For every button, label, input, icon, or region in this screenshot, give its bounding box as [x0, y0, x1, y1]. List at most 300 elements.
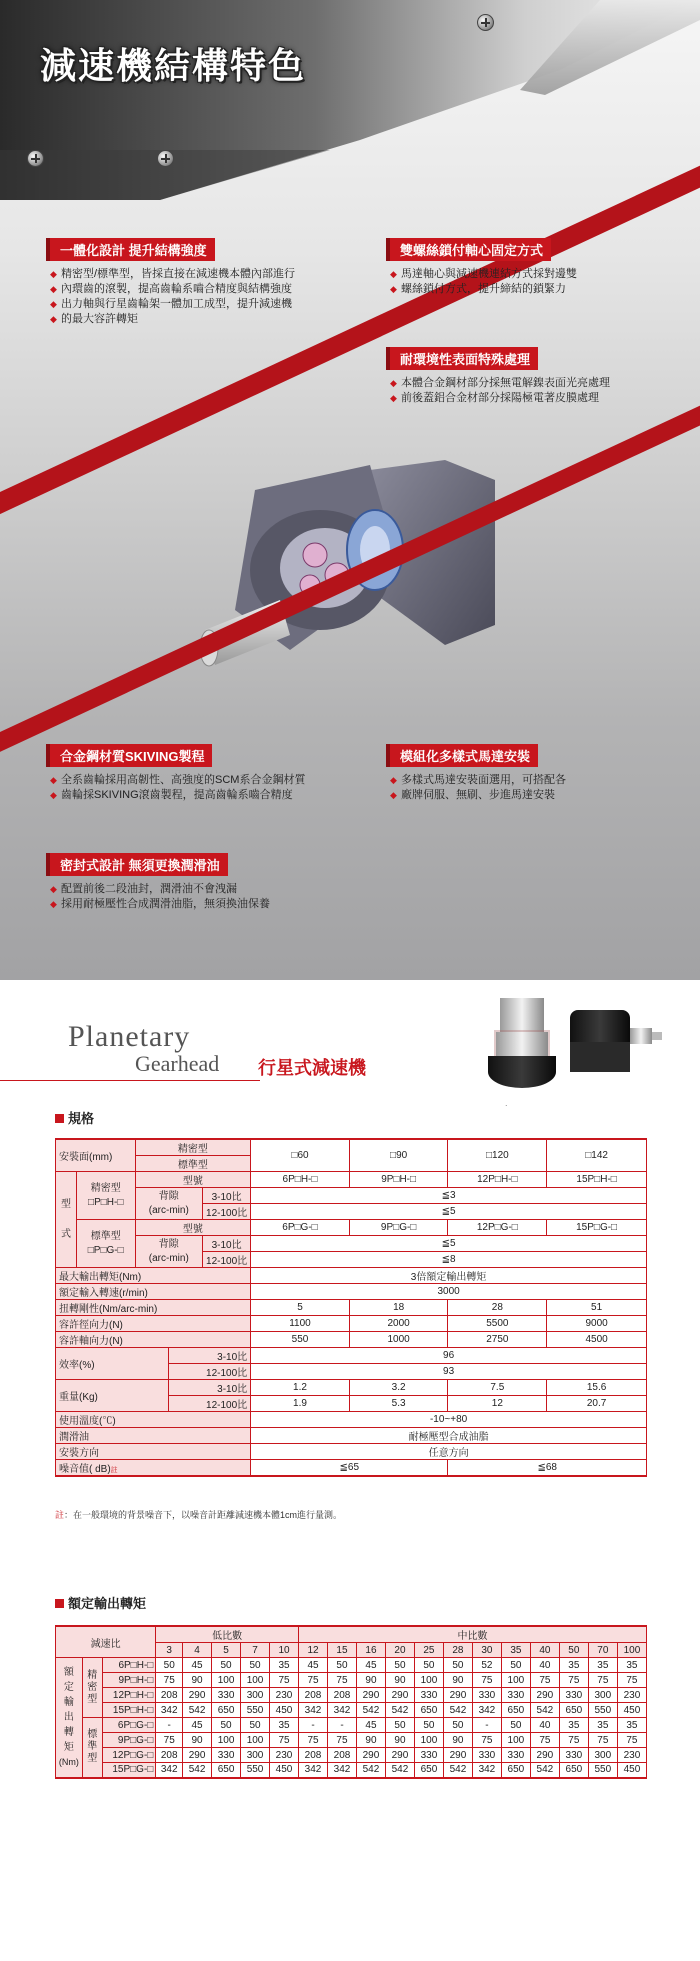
torque-cell: 300 [241, 1748, 270, 1763]
torque-cell: 100 [241, 1733, 270, 1748]
radial-cell: 5500 [448, 1316, 547, 1332]
screw-icon [157, 150, 174, 167]
table-row [56, 1220, 647, 1236]
feature-item: ◆ 前後蓋鋁合金材部分採陽極電著皮膜處理 [390, 391, 690, 406]
feature-title: 合金鋼材質SKIVING製程 [50, 744, 212, 767]
torque-cell: 542 [385, 1763, 414, 1778]
table-row [56, 1460, 647, 1477]
rigidity-cell: 28 [448, 1300, 547, 1316]
torque-cell: 290 [356, 1748, 385, 1763]
torque-cell: 45 [183, 1658, 212, 1673]
ratio-cell: 20 [385, 1643, 414, 1658]
dot-mark: . [505, 1098, 508, 1108]
precision-type-label: 精密型 [90, 1182, 121, 1194]
model-cell: 15P□H-□ [102, 1703, 156, 1718]
table-row [56, 1748, 647, 1763]
feature-item: ◆ 採用耐極壓性合成潤滑油脂，無須換油保養 [50, 897, 370, 912]
torque-cell: 100 [501, 1733, 530, 1748]
torque-cell: 290 [183, 1748, 212, 1763]
torque-cell: 50 [385, 1658, 414, 1673]
torque-cell: 550 [588, 1763, 617, 1778]
torque-cell: 75 [472, 1733, 501, 1748]
torque-cell: 40 [530, 1658, 559, 1673]
torque-cell: 330 [414, 1688, 443, 1703]
torque-cell: 450 [617, 1703, 646, 1718]
torque-cell: 330 [212, 1748, 241, 1763]
table-row [56, 1673, 647, 1688]
torque-cell: 290 [385, 1688, 414, 1703]
decorative-band [0, 380, 700, 777]
ratio-low-label: 3-10比 [169, 1380, 251, 1396]
torque-cell: 542 [183, 1703, 212, 1718]
torque-cell: 290 [356, 1688, 385, 1703]
torque-section-title: 額定輸出轉矩 [55, 1593, 146, 1612]
model-cell: 9P□H-□ [349, 1172, 448, 1188]
torque-cell: 542 [530, 1703, 559, 1718]
ratio-low-label: 3-10比 [203, 1236, 251, 1252]
ratio-cell: 7 [241, 1643, 270, 1658]
ratio-low-label: 3-10比 [169, 1348, 251, 1364]
group-char: 精 [87, 1669, 98, 1681]
torque-cell: 45 [183, 1718, 212, 1733]
max-torque-value: 3倍額定輸出轉矩 [251, 1268, 647, 1284]
backlash-label [135, 1236, 203, 1268]
feature-list [390, 267, 680, 297]
torque-cell: 50 [414, 1658, 443, 1673]
torque-cell: 330 [472, 1688, 501, 1703]
table-row [56, 1658, 647, 1673]
ratio-cell: 15 [328, 1643, 357, 1658]
feature-title: 模組化多樣式馬達安裝 [390, 744, 538, 767]
torque-cell: 50 [443, 1718, 472, 1733]
feature-integrated [50, 238, 350, 327]
torque-cell: 35 [559, 1718, 588, 1733]
torque-cell: 50 [501, 1718, 530, 1733]
torque-cell: 40 [530, 1718, 559, 1733]
torque-cell: 230 [617, 1688, 646, 1703]
arcmin-text: (arc-min) [148, 1204, 189, 1216]
torque-cell: 542 [443, 1763, 472, 1778]
backlash-label [135, 1188, 203, 1220]
feature-list [390, 773, 680, 803]
axial-cell: 550 [251, 1332, 350, 1348]
torque-cell: 75 [270, 1733, 299, 1748]
table-row [56, 1428, 647, 1444]
table-row [56, 1172, 647, 1188]
table-row [56, 1284, 647, 1300]
label-char: 定 [63, 1681, 74, 1693]
ratio-high-label: 12-100比 [203, 1204, 251, 1220]
torque-cell: 650 [414, 1703, 443, 1718]
torque-cell: 75 [299, 1733, 328, 1748]
torque-cell: 290 [385, 1748, 414, 1763]
low-ratio-header: 低比數 [156, 1626, 299, 1643]
feature-list [50, 267, 350, 327]
torque-cell: 75 [530, 1673, 559, 1688]
mid-ratio-header: 中比數 [299, 1626, 647, 1643]
torque-cell: - [328, 1718, 357, 1733]
weight-cell: 3.2 [349, 1380, 448, 1396]
brand-underline [0, 1080, 260, 1081]
torque-cell: - [156, 1718, 183, 1733]
standard-type [76, 1220, 135, 1268]
feature-item: ◆ 配置前後二段油封，潤滑油不會洩漏 [50, 882, 370, 897]
torque-cell: 100 [241, 1673, 270, 1688]
torque-cell: 208 [328, 1688, 357, 1703]
standard-group [82, 1718, 102, 1778]
torque-cell: 75 [617, 1673, 646, 1688]
torque-cell: 450 [270, 1763, 299, 1778]
standard-type-code: □P□G-□ [87, 1244, 124, 1256]
rated-speed-value: 3000 [251, 1284, 647, 1300]
group-char: 準 [87, 1741, 98, 1753]
torque-cell: 50 [501, 1658, 530, 1673]
torque-cell: 90 [385, 1733, 414, 1748]
torque-cell: 650 [212, 1763, 241, 1778]
table-row [56, 1718, 647, 1733]
footnote-text: ：在一般環境的背景噪音下，以噪音計距離減速機本體1cm進行量測。 [64, 1510, 343, 1520]
torque-cell: 330 [501, 1688, 530, 1703]
feature-surface-treatment [390, 347, 690, 406]
ratio-cell: 35 [501, 1643, 530, 1658]
axial-cell: 1000 [349, 1332, 448, 1348]
torque-cell: 230 [270, 1748, 299, 1763]
feature-item: ◆ 本體合金鋼材部分採無電解鎳表面光亮處理 [390, 376, 690, 391]
ratio-low-label: 3-10比 [203, 1188, 251, 1204]
spec-section-title: 規格 [55, 1108, 94, 1127]
weight-cell: 15.6 [547, 1380, 647, 1396]
precision-label: 精密型 [135, 1139, 251, 1156]
table-row [56, 1380, 647, 1396]
ratio-cell: 10 [270, 1643, 299, 1658]
group-char: 標 [87, 1729, 98, 1741]
feature-item: ◆ 精密型/標準型，皆採直接在減速機本體內部進行 [50, 267, 350, 282]
brand-gearhead: Gearhead [135, 1051, 220, 1076]
torque-cell: 100 [414, 1673, 443, 1688]
torque-cell: 290 [530, 1748, 559, 1763]
lube-value: 耐極壓型合成油脂 [251, 1428, 647, 1444]
model-cell: 6P□H-□ [251, 1172, 350, 1188]
torque-cell: 300 [241, 1688, 270, 1703]
torque-cell: 90 [443, 1733, 472, 1748]
ratio-cell: 12 [299, 1643, 328, 1658]
torque-cell: 342 [472, 1763, 501, 1778]
torque-cell: 50 [241, 1718, 270, 1733]
torque-cell: 90 [356, 1673, 385, 1688]
torque-cell: 230 [617, 1748, 646, 1763]
lube-label: 潤滑油 [56, 1428, 251, 1444]
ratio-cell: 50 [559, 1643, 588, 1658]
type-char: 式 [60, 1228, 71, 1240]
weight-cell: 7.5 [448, 1380, 547, 1396]
torque-cell: 330 [501, 1748, 530, 1763]
rated-speed-label: 額定輸入轉速(r/min) [56, 1284, 251, 1300]
feature-title: 耐環境性表面特殊處理 [390, 347, 538, 370]
table-row [56, 1316, 647, 1332]
torque-cell: 542 [530, 1763, 559, 1778]
weight-cell: 12 [448, 1396, 547, 1412]
torque-cell: 450 [270, 1703, 299, 1718]
weight-cell: 1.2 [251, 1380, 350, 1396]
model-cell: 9P□G-□ [102, 1733, 156, 1748]
ratio-header: 減速比 [56, 1626, 156, 1658]
torque-cell: 542 [385, 1703, 414, 1718]
ratio-cell: 40 [530, 1643, 559, 1658]
spec-table [55, 1138, 647, 1477]
feature-title: 雙螺絲鎖付軸心固定方式 [390, 238, 551, 261]
torque-cell: 450 [617, 1763, 646, 1778]
screw-icon [477, 14, 494, 31]
torque-cell: 650 [501, 1703, 530, 1718]
table-row [56, 1188, 647, 1204]
torque-cell: 35 [588, 1658, 617, 1673]
torque-cell: 330 [472, 1748, 501, 1763]
model-label: 型號 [135, 1220, 251, 1236]
torque-cell: 50 [212, 1718, 241, 1733]
torque-cell: - [299, 1718, 328, 1733]
torque-cell: 75 [270, 1673, 299, 1688]
efficiency-value: 93 [251, 1364, 647, 1380]
torque-cell: 90 [385, 1673, 414, 1688]
ratio-cell: 16 [356, 1643, 385, 1658]
model-cell: 12P□G-□ [102, 1748, 156, 1763]
model-cell: 6P□G-□ [251, 1220, 350, 1236]
torque-cell: 342 [328, 1763, 357, 1778]
feature-list [390, 376, 690, 406]
model-cell: 12P□H-□ [102, 1688, 156, 1703]
torque-cell: 208 [299, 1688, 328, 1703]
temp-label: 使用溫度(℃) [56, 1412, 251, 1428]
torque-cell: 208 [156, 1748, 183, 1763]
torque-cell: 35 [588, 1718, 617, 1733]
torque-cell: 35 [617, 1718, 646, 1733]
torque-table [55, 1625, 647, 1779]
type-label [56, 1172, 77, 1268]
radial-cell: 1100 [251, 1316, 350, 1332]
torque-cell: 50 [212, 1658, 241, 1673]
table-row [56, 1703, 647, 1718]
torque-cell: 650 [559, 1763, 588, 1778]
ratio-cell: 3 [156, 1643, 183, 1658]
backlash-text: 背隙 [158, 1238, 179, 1250]
feature-section [0, 0, 700, 980]
torque-cell: 208 [299, 1748, 328, 1763]
noise-value: ≦68 [448, 1460, 647, 1477]
label-char: 矩 [63, 1741, 74, 1753]
standard-label: 標準型 [135, 1156, 251, 1172]
size-cell: □142 [547, 1139, 647, 1172]
precision-type-code: □P□H-□ [88, 1196, 124, 1208]
ratio-cell: 25 [414, 1643, 443, 1658]
torque-cell: 230 [270, 1688, 299, 1703]
torque-cell: 550 [241, 1763, 270, 1778]
spec-footnote [55, 1508, 342, 1521]
torque-cell: 35 [559, 1658, 588, 1673]
feature-modular-mount [390, 744, 680, 803]
torque-cell: 75 [530, 1733, 559, 1748]
torque-cell: 290 [443, 1748, 472, 1763]
torque-cell: 35 [617, 1658, 646, 1673]
rated-torque-label [56, 1658, 83, 1778]
product-photo [470, 990, 670, 1090]
torque-cell: 290 [443, 1688, 472, 1703]
torque-cell: 35 [270, 1658, 299, 1673]
noise-label [56, 1460, 251, 1477]
ratio-cell: 4 [183, 1643, 212, 1658]
torque-cell: 290 [183, 1688, 212, 1703]
torque-cell: 75 [328, 1733, 357, 1748]
model-cell: 12P□G-□ [448, 1220, 547, 1236]
table-row [56, 1236, 647, 1252]
model-cell: 6P□H-□ [102, 1658, 156, 1673]
precision-type [76, 1172, 135, 1220]
radial-label: 容許徑向力(N) [56, 1316, 251, 1332]
torque-cell: 290 [530, 1688, 559, 1703]
torque-cell: 75 [588, 1673, 617, 1688]
model-cell: 15P□H-□ [547, 1172, 647, 1188]
torque-cell: 75 [617, 1733, 646, 1748]
torque-cell: - [472, 1718, 501, 1733]
torque-cell: 75 [328, 1673, 357, 1688]
model-cell: 9P□G-□ [349, 1220, 448, 1236]
torque-cell: 650 [559, 1703, 588, 1718]
feature-sealed [50, 853, 370, 912]
radial-cell: 9000 [547, 1316, 647, 1332]
torque-cell: 100 [414, 1733, 443, 1748]
torque-cell: 45 [356, 1658, 385, 1673]
feature-title: 密封式設計 無須更換潤滑油 [50, 853, 228, 876]
size-cell: □60 [251, 1139, 350, 1172]
torque-cell: 300 [588, 1688, 617, 1703]
rigidity-label: 扭轉剛性(Nm/arc-min) [56, 1300, 251, 1316]
torque-cell: 342 [299, 1703, 328, 1718]
torque-cell: 45 [356, 1718, 385, 1733]
torque-cell: 50 [414, 1718, 443, 1733]
axial-label: 容許軸向力(N) [56, 1332, 251, 1348]
torque-cell: 75 [472, 1673, 501, 1688]
group-char: 型 [87, 1693, 98, 1705]
label-char: 出 [63, 1711, 74, 1723]
noise-value: ≦65 [251, 1460, 448, 1477]
feature-title: 一體化設計 提升結構強度 [50, 238, 215, 261]
noise-footnote-mark: 註 [110, 1467, 118, 1474]
table-row [56, 1139, 647, 1156]
torque-cell: 330 [414, 1748, 443, 1763]
ratio-high-label: 12-100比 [169, 1364, 251, 1380]
torque-cell: 75 [559, 1733, 588, 1748]
feature-item: ◆ 全系齒輪採用高韌性、高強度的SCM系合金鋼材質 [50, 773, 370, 788]
torque-cell: 75 [156, 1733, 183, 1748]
torque-cell: 542 [183, 1763, 212, 1778]
torque-cell: 542 [356, 1763, 385, 1778]
model-cell: 9P□H-□ [102, 1673, 156, 1688]
torque-cell: 650 [414, 1763, 443, 1778]
torque-cell: 90 [183, 1673, 212, 1688]
torque-cell: 45 [299, 1658, 328, 1673]
mount-value: 任意方向 [251, 1444, 647, 1460]
arcmin-text: (arc-min) [148, 1252, 189, 1264]
torque-cell: 100 [501, 1673, 530, 1688]
torque-cell: 90 [443, 1673, 472, 1688]
rigidity-cell: 51 [547, 1300, 647, 1316]
torque-cell: 90 [356, 1733, 385, 1748]
group-char: 密 [87, 1681, 98, 1693]
table-row [56, 1444, 647, 1460]
standard-type-label: 標準型 [90, 1230, 121, 1242]
page-title: 減速機結構特色 [40, 46, 307, 87]
ratio-cell: 30 [472, 1643, 501, 1658]
axial-cell: 2750 [448, 1332, 547, 1348]
feature-item: ◆ 內環齒的滾製，提高齒輪系嚙合精度與結構強度 [50, 282, 350, 297]
table-row [56, 1332, 647, 1348]
feature-item: ◆ 多樣式馬達安裝面選用，可搭配各 [390, 773, 680, 788]
table-row [56, 1300, 647, 1316]
weight-label: 重量(Kg) [56, 1380, 169, 1412]
backlash-value: ≦5 [251, 1236, 647, 1252]
weight-cell: 5.3 [349, 1396, 448, 1412]
label-char: 額 [63, 1666, 74, 1678]
label-char: (Nm) [58, 1756, 79, 1767]
ratio-cell: 28 [443, 1643, 472, 1658]
efficiency-label: 效率(%) [56, 1348, 169, 1380]
torque-cell: 650 [212, 1703, 241, 1718]
torque-cell: 208 [156, 1688, 183, 1703]
ratio-high-label: 12-100比 [203, 1252, 251, 1268]
table-row [56, 1268, 647, 1284]
feature-item: ◆ 廠牌伺服、無刷、步進馬達安裝 [390, 788, 680, 803]
table-row [56, 1348, 647, 1364]
feature-item: ◆ 的最大容許轉矩 [50, 312, 350, 327]
torque-cell: 342 [299, 1763, 328, 1778]
torque-cell: 330 [559, 1688, 588, 1703]
feature-item: ◆ 齒輪採SKIVING滾齒製程，提高齒輪系嚙合精度 [50, 788, 370, 803]
header-banner [0, 0, 700, 200]
temp-value: -10~+80 [251, 1412, 647, 1428]
ratio-cell: 70 [588, 1643, 617, 1658]
noise-label-text: 噪音值( dB) [59, 1464, 111, 1475]
brand-chinese: 行星式減速機 [258, 1058, 366, 1078]
feature-dual-screw [390, 238, 680, 297]
weight-cell: 1.9 [251, 1396, 350, 1412]
weight-cell: 20.7 [547, 1396, 647, 1412]
backlash-value: ≦5 [251, 1204, 647, 1220]
torque-cell: 550 [241, 1703, 270, 1718]
rigidity-cell: 18 [349, 1300, 448, 1316]
backlash-value: ≦3 [251, 1188, 647, 1204]
feature-item: ◆ 出力軸與行星齒輪架一體加工成型，提升減速機 [50, 297, 350, 312]
model-cell: 15P□G-□ [102, 1763, 156, 1778]
screw-icon [27, 150, 44, 167]
feature-list [50, 882, 370, 912]
feature-item: ◆ 馬達軸心與減速機連結方式採對邊雙 [390, 267, 680, 282]
torque-cell: 50 [443, 1658, 472, 1673]
ratio-cell: 5 [212, 1643, 241, 1658]
model-label: 型號 [135, 1172, 251, 1188]
model-cell: 12P□H-□ [448, 1172, 547, 1188]
label-char: 輸 [63, 1696, 74, 1708]
feature-list [50, 773, 370, 803]
torque-cell: 50 [385, 1718, 414, 1733]
torque-cell: 75 [559, 1673, 588, 1688]
table-row [56, 1626, 647, 1643]
install-label: 安裝面(mm) [56, 1139, 136, 1172]
torque-cell: 100 [212, 1673, 241, 1688]
torque-cell: 342 [156, 1763, 183, 1778]
torque-cell: 35 [270, 1718, 299, 1733]
brand-planetary: Planetary [68, 1020, 191, 1053]
radial-cell: 2000 [349, 1316, 448, 1332]
backlash-value: ≦8 [251, 1252, 647, 1268]
